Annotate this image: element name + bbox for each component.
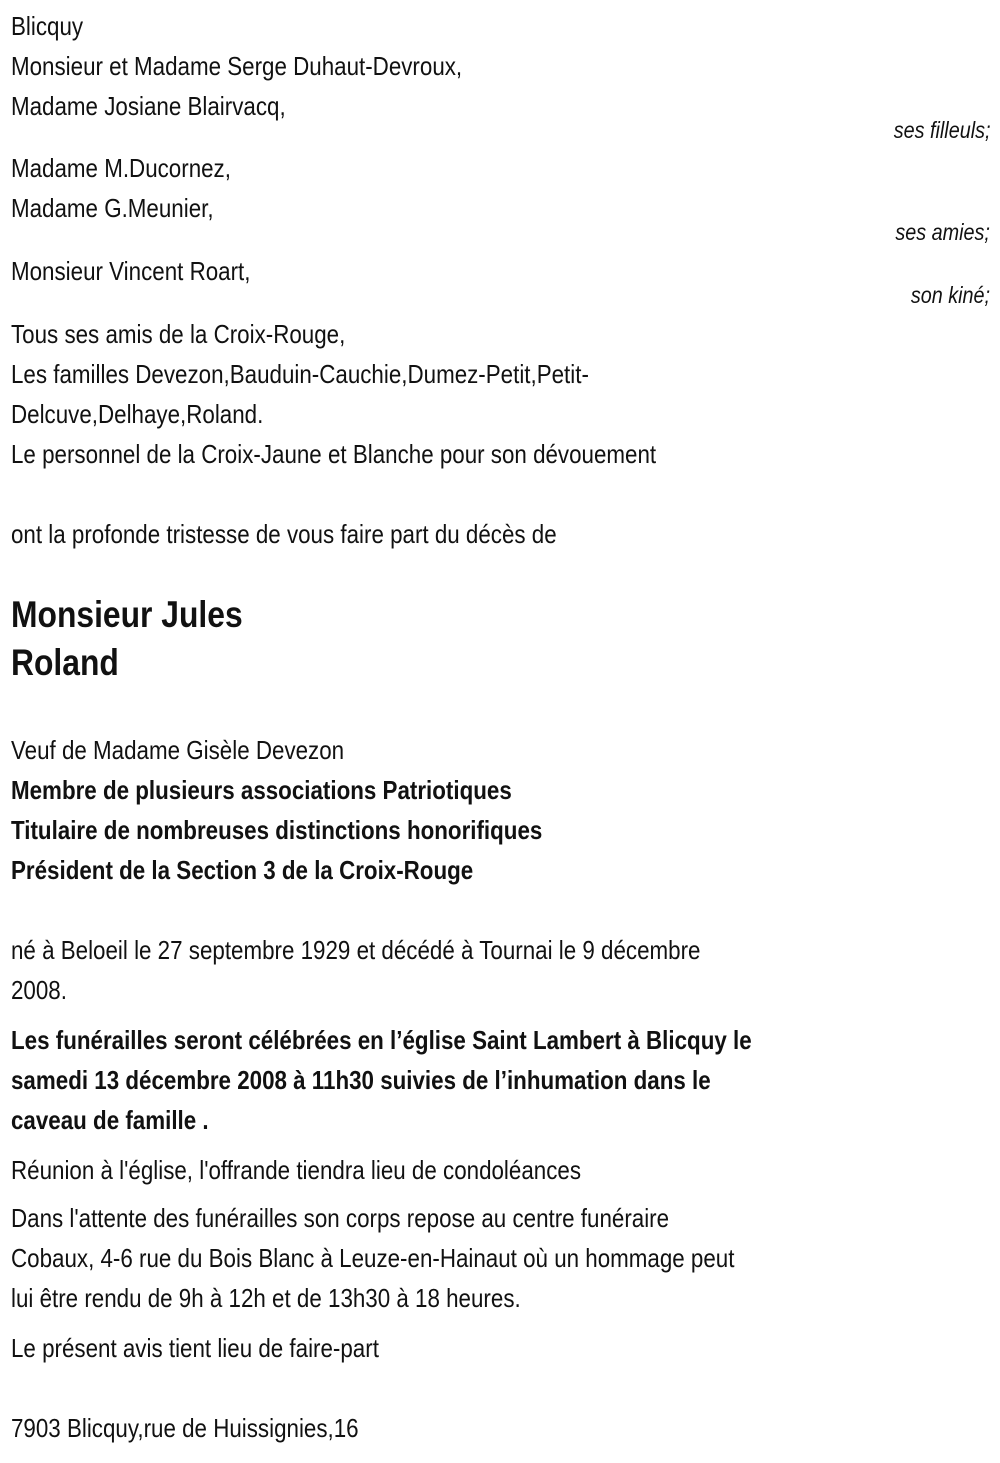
funeral-line: Les funérailles seront célébrées en l’église Saint Lambert à Blicquy le — [11, 1025, 752, 1055]
title-line: Membre de plusieurs associations Patriotiques — [11, 775, 512, 805]
birth-death-line: 2008. — [11, 975, 67, 1005]
deceased-name-line1: Monsieur Jules — [11, 594, 243, 635]
relation-label: ses amies; — [895, 219, 990, 245]
funeral-line: caveau de famille . — [11, 1105, 209, 1135]
physio-name: Monsieur Vincent Roart, — [11, 256, 251, 286]
relation-label: son kiné; — [910, 282, 990, 308]
deceased-name-line2: Roland — [11, 642, 119, 683]
funeral-line: samedi 13 décembre 2008 à 11h30 suivies de l’inhumation dans le — [11, 1065, 711, 1095]
address-text: 7903 Blicquy,rue de Huissignies,16 — [11, 1413, 359, 1443]
meeting-text: Réunion à l'église, l'offrande tiendra lieu de condoléances — [11, 1155, 582, 1185]
other-mourners-line: Les familles Devezon,Bauduin-Cauchie,Dumez-Petit,Petit- — [11, 359, 589, 389]
godchild-name: Madame Josiane Blairvacq, — [11, 91, 286, 121]
town-heading: Blicquy — [11, 11, 84, 41]
friend-name: Madame M.Ducornez, — [11, 153, 231, 183]
title-line: Titulaire de nombreuses distinctions honorifiques — [11, 815, 543, 845]
other-mourners-line: Delcuve,Delhaye,Roland. — [11, 399, 264, 429]
relation-label: ses filleuls; — [893, 117, 990, 143]
viewing-line: Dans l'attente des funérailles son corps repose au centre funéraire — [11, 1203, 670, 1233]
birth-death-line: né à Beloeil le 27 septembre 1929 et décédé à Tournai le 9 décembre — [11, 935, 701, 965]
friend-name: Madame G.Meunier, — [11, 193, 214, 223]
godchild-name: Monsieur et Madame Serge Duhaut-Devroux, — [11, 51, 463, 81]
viewing-line: Cobaux, 4-6 rue du Bois Blanc à Leuze-en-Hainaut où un hommage peut — [11, 1243, 735, 1273]
widower-text: Veuf de Madame Gisèle Devezon — [11, 735, 345, 765]
title-line: Président de la Section 3 de la Croix-Rouge — [11, 855, 474, 885]
notice-text: Le présent avis tient lieu de faire-part — [11, 1333, 379, 1363]
other-mourners-line: Tous ses amis de la Croix-Rouge, — [11, 319, 346, 349]
other-mourners-line: Le personnel de la Croix-Jaune et Blanche pour son dévouement — [11, 439, 657, 469]
announcement-text: ont la profonde tristesse de vous faire part du décès de — [11, 519, 557, 549]
viewing-line: lui être rendu de 9h à 12h et de 13h30 à 18 heures. — [11, 1283, 521, 1313]
